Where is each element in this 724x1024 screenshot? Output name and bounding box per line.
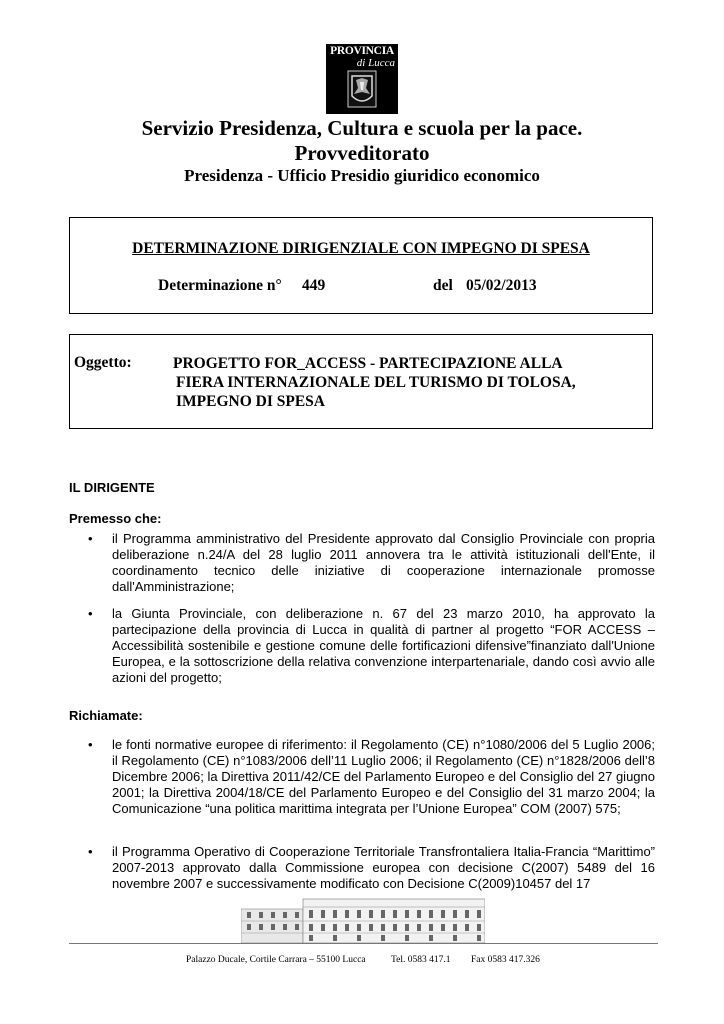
office-title: Presidenza - Ufficio Presidio giuridico economico <box>184 166 540 185</box>
footer-divider <box>69 943 658 944</box>
determination-date: 05/02/2013 <box>466 277 537 294</box>
list-item-text: le fonti normative europee di riferimento: il Regolamento (CE) n°1080/2006 del 5 Luglio 2006; il Regolamento (CE) n°1083/2006 dell’11 Luglio 2006; il Regolamento (CE) n°1828/2006 dell’8 Dicembre 2006; la Direttiva 2011/42/CE del Parlamento Europeo e del Consiglio del 27 giugno 2001; la Direttiva 2004/18/CE del Parlamento Europeo e del Consiglio del 31 marzo 2004; la Comunicazione “una politica marittima integrata per l’Unione Europea” COM (2007) 575; <box>112 737 655 816</box>
subject-line-2: FIERA INTERNAZIONALE DEL TURISMO DI TOLOSA, <box>176 374 576 391</box>
footer-address: Palazzo Ducale, Cortile Carrara – 55100 Lucca <box>186 955 366 965</box>
list-item-text: la Giunta Provinciale, con deliberazione n. 67 del 23 marzo 2010, ha approvato la partecipazione della provincia di Lucca in qualità di partner al progetto “FOR ACCESS – Accessibilità sostenibile e gestione comune delle fortificazioni difensive”finanziato dall'Unione Europea, e la sottoscrizione della relativa convenzione interpartenariale, dando così avvio alle azioni del progetto; <box>112 606 655 685</box>
subject-line-1: PROGETTO FOR_ACCESS - PARTECIPAZIONE ALLA <box>173 355 563 372</box>
subject-box <box>69 334 653 429</box>
bullet: • <box>88 531 93 546</box>
determination-box <box>69 217 653 314</box>
bullet: • <box>88 737 93 752</box>
subject-line-3: IMPEGNO DI SPESA <box>176 393 325 410</box>
logo-city-text: di Lucca <box>356 57 395 69</box>
coat-of-arms-icon <box>326 68 398 114</box>
premesso-heading: Premesso che: <box>69 511 162 526</box>
palazzo-ducale-icon <box>241 897 485 943</box>
bullet: • <box>88 606 93 621</box>
determination-number: 449 <box>302 277 326 294</box>
footer-fax: Fax 0583 417.326 <box>471 955 540 965</box>
subject-label: Oggetto: <box>74 354 132 371</box>
bullet: • <box>88 844 93 859</box>
department-title: Servizio Presidenza, Cultura e scuola per la pace. <box>141 116 583 140</box>
determination-number-label: Determinazione n° <box>158 277 282 294</box>
richiamate-heading: Richiamate: <box>69 708 143 723</box>
logo-province-text: PROVINCIA <box>330 45 394 57</box>
province-logo <box>326 44 398 114</box>
determination-title: DETERMINAZIONE DIRIGENZIALE CON IMPEGNO DI SPESA <box>132 240 590 257</box>
determination-date-label: del <box>433 277 453 294</box>
dirigente-heading: IL DIRIGENTE <box>69 480 155 495</box>
list-item-text: il Programma Operativo di Cooperazione Territoriale Transfrontaliera Italia-Francia “Marittimo” 2007-2013 approvato dalla Commissione europea con decisione C(2007) 5489 del 16 novembre 2007 e successivamente modificato con Decisione C(2009)10457 del 17 <box>112 844 655 891</box>
footer-telephone: Tel. 0583 417.1 <box>391 955 451 965</box>
department-subtitle: Provveditorato <box>294 141 430 165</box>
list-item-text: il Programma amministrativo del Presidente approvato dal Consiglio Provinciale con propria deliberazione n.24/A del 28 luglio 2011 annovera tra le attività istituzionali dell'Ente, il coordinamento tecnico delle iniziative di cooperazione internazionale promosse dall'Amministrazione; <box>112 531 655 594</box>
